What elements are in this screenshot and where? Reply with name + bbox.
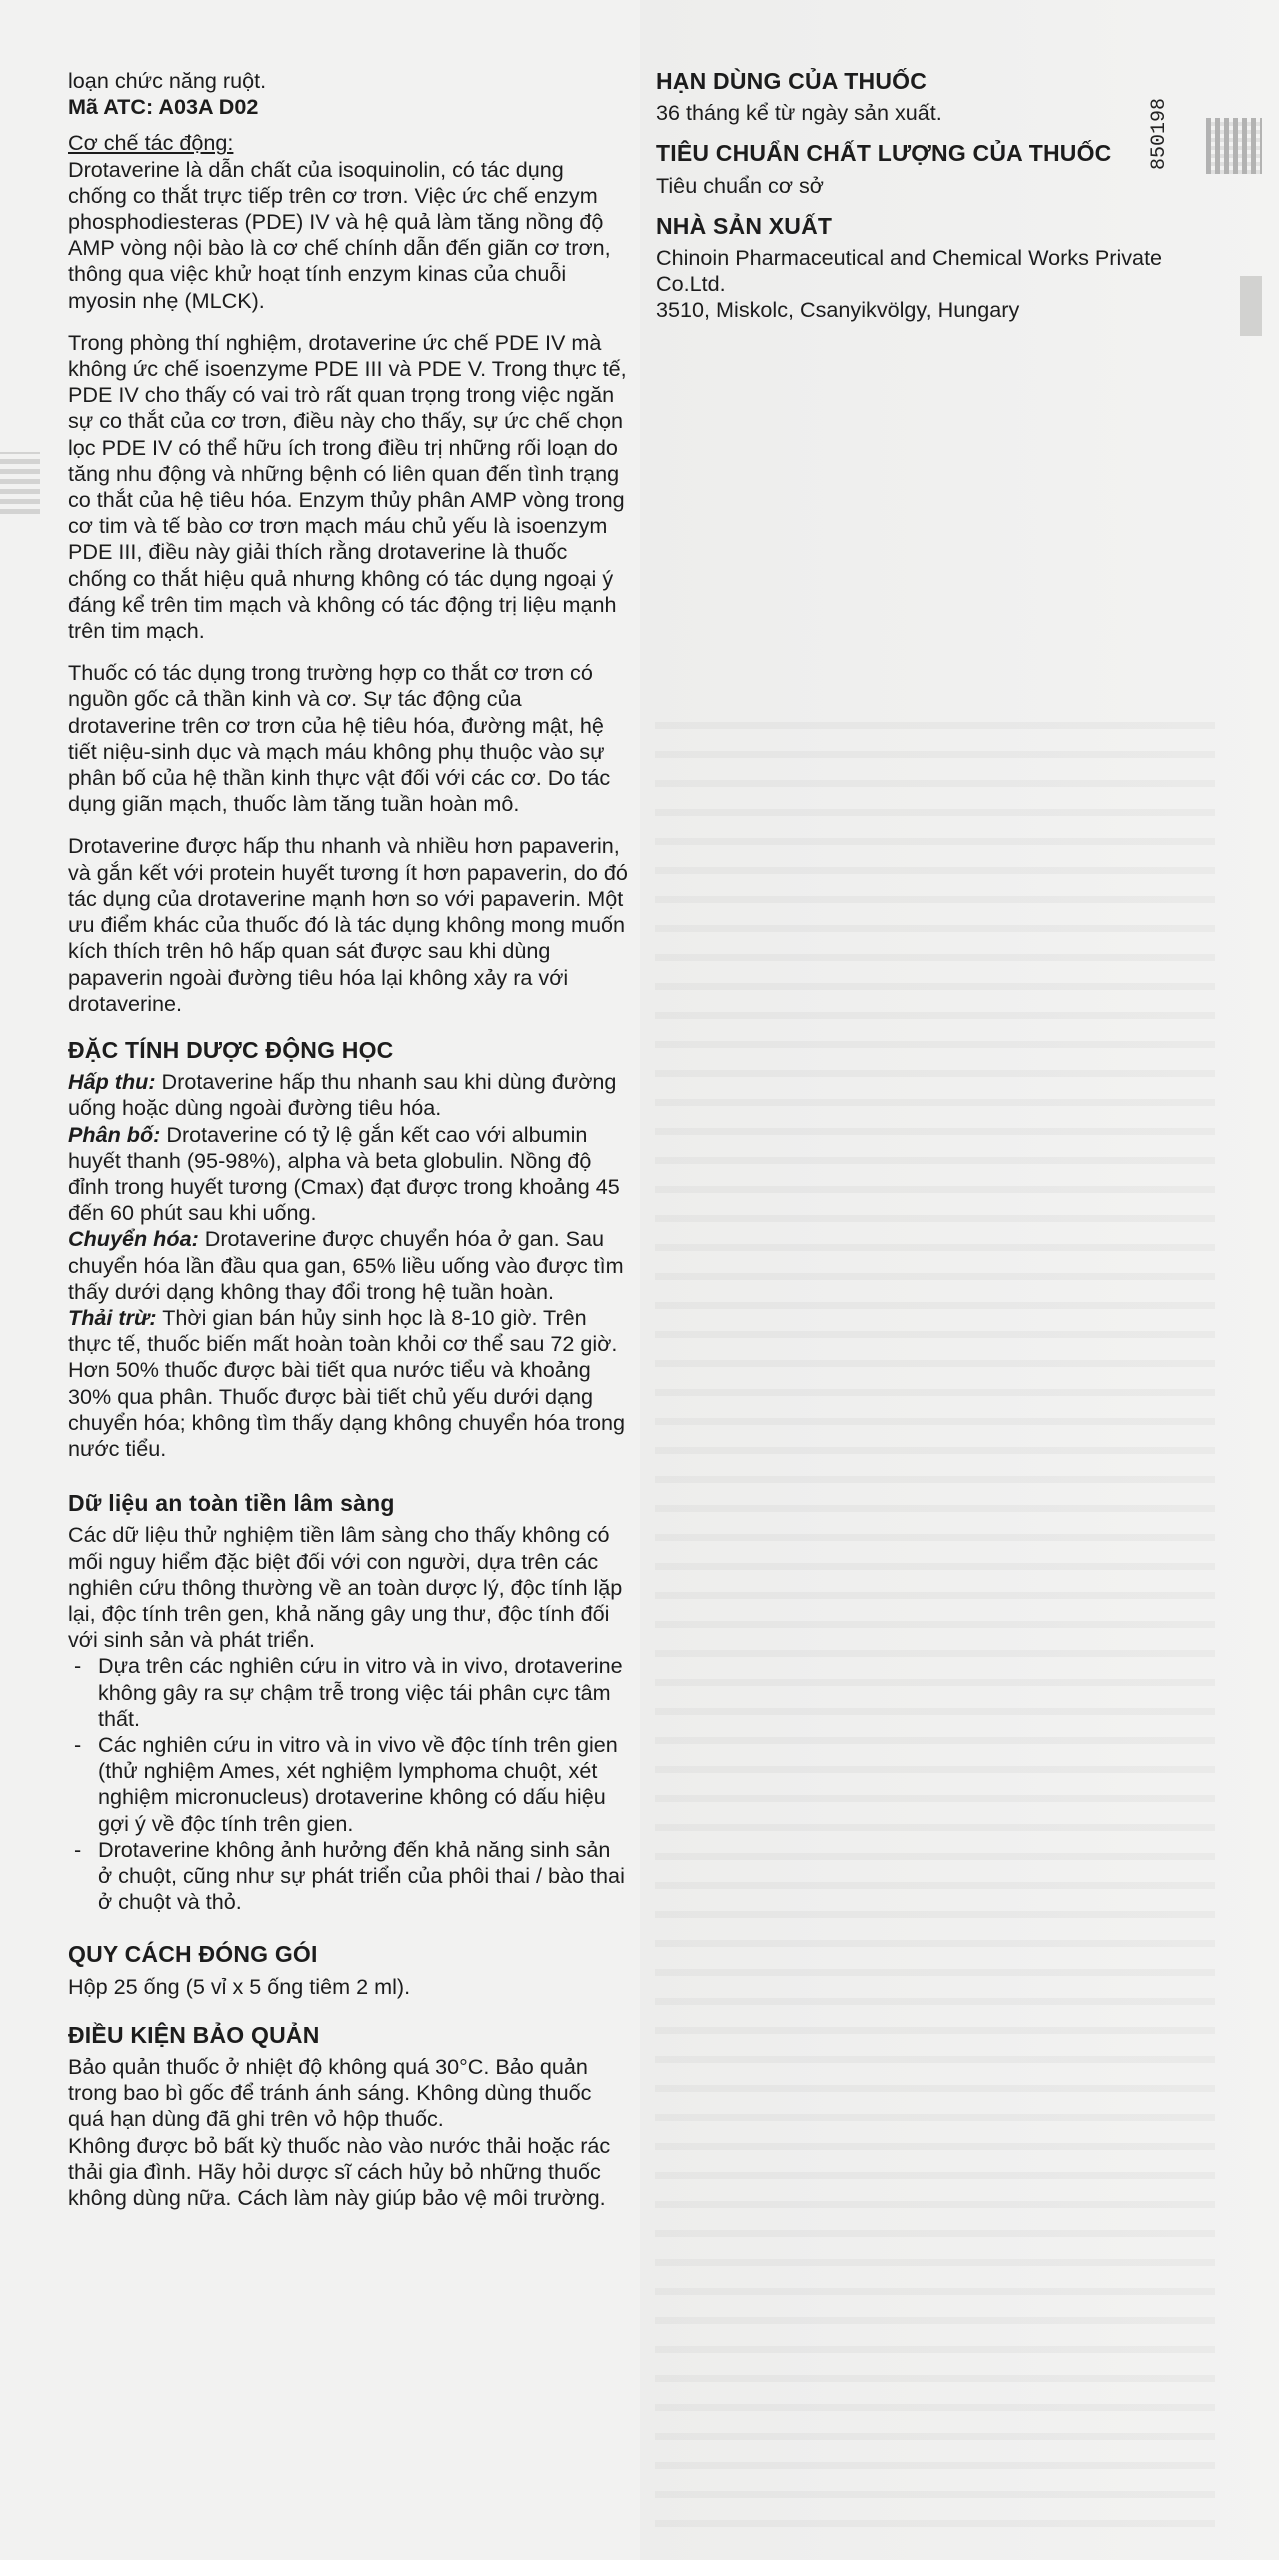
elimination-text: Thời gian bán hủy sinh học là 8-10 giờ. Trên thực tế, thuốc biến mất hoàn toàn khỏi cơ thể sau 72 giờ. Hơn 50% thuốc được bài tiết qua nước tiểu và khoảng 30% qua phân. Thuốc được bài tiết chủ yếu dưới dạng chuyển hóa; không tìm thấy dạng không chuyển hóa trong nước tiểu. [68, 1304, 626, 1461]
right-column [656, 68, 1216, 324]
storage-title: ĐIỀU KIỆN BẢO QUẢN [68, 2021, 320, 2048]
left-column [68, 68, 628, 2211]
quality-text: Tiêu chuẩn cơ sở [656, 172, 824, 198]
preclinical-text: Các dữ liệu thử nghiệm tiền lâm sàng cho thấy không có mối nguy hiểm đặc biệt đối với con người, dựa trên các nghiên cứu thông thường về an toàn dược lý, độc tính lặp lại, độc tính trên gen, khả năng gây ung thư, độc tính đối với sinh sản và phát triển. [68, 1522, 623, 1653]
manufacturer-name: Chinoin Pharmaceutical and Chemical Works Private Co.Ltd. [656, 245, 1163, 297]
quality-title: TIÊU CHUẨN CHẤT LƯỢNG CỦA THUỐC [656, 140, 1112, 167]
manufacturer-title: NHÀ SẢN XUẤT [656, 212, 833, 239]
edge-barcode [0, 452, 40, 514]
mechanism-paragraph-2: Trong phòng thí nghiệm, drotaverine ức chế PDE IV mà không ức chế isoenzyme PDE III và PDE V. Trong thực tế, PDE IV cho thấy có vai trò rất quan trọng trong việc ngăn sự co thắt của cơ trơn, điều này cho thấy, sự ức chế chọn lọc PDE IV có thể hữu ích trong điều trị những rối loạn do tăng nhu động và những bệnh có liên quan đến tình trạng co thắt của hệ tiêu hóa. Enzym thủy phân AMP vòng trong cơ tim và tế bào cơ trơn mạch máu chủ yếu là isoenzym PDE III, điều này giải thích rằng drotaverine là thuốc chống co thắt hiệu quả nhưng không có tác dụng ngoại ý đáng kể trên tim mạch và không có tác động trị liệu mạnh trên tim mạch. [68, 329, 627, 644]
absorption [68, 1069, 628, 1121]
packaging-text: Hộp 25 ống (5 vỉ x 5 ống tiêm 2 ml). [68, 1973, 411, 1999]
storage-text-1: Bảo quản thuốc ở nhiệt độ không quá 30°C. Bảo quản trong bao bì gốc để tránh ánh sáng. Không dùng thuốc quá hạn dùng đã ghi trên vỏ hộp thuốc. [68, 2054, 592, 2132]
storage-text-2: Không được bỏ bất kỳ thuốc nào vào nước thải hoặc rác thải gia đình. Hãy hỏi dược sĩ cách hủy bỏ những thuốc không dùng nữa. Cách làm này giúp bảo vệ môi trường. [68, 2132, 611, 2211]
distribution [68, 1122, 628, 1227]
metabolism [68, 1226, 628, 1305]
elimination [68, 1305, 628, 1462]
print-code: 850198 [1148, 97, 1171, 170]
edge-tab [1240, 276, 1262, 336]
distribution-label: Phân bố: [68, 1121, 161, 1147]
mechanism-paragraph-3: Thuốc có tác dụng trong trường hợp co thắt cơ trơn có nguồn gốc cả thần kinh và cơ. Sự tác động của drotaverine trên cơ trơn của hệ tiêu hóa, đường mật, hệ tiết niệu-sinh dục và mạch máu không phụ thuộc vào sự phân bố của hệ thần kinh thực vật đối với các cơ. Do tác dụng giãn mạch, thuốc làm tăng tuần hoàn mô. [68, 660, 611, 817]
manufacturer-address: 3510, Miskolc, Csanyikvölgy, Hungary [656, 297, 1020, 323]
intro-text: loạn chức năng ruột. [68, 68, 267, 93]
mechanism-paragraph-4: Drotaverine được hấp thu nhanh và nhiều hơn papaverin, và gắn kết với protein huyết tương ít hơn papaverin, do đó tác dụng của drotaverine mạnh hơn so với papaverin. Một ưu điểm khác của thuốc đó là tác dụng không mong muốn kích thích trên hô hấp quan sát được sau khi dùng papaverin ngoài đường tiêu hóa lại không xảy ra với drotaverine. [68, 833, 628, 1016]
packaging-title: QUY CÁCH ĐÓNG GÓI [68, 1941, 318, 1968]
metabolism-text: Drotaverine được chuyển hóa ở gan. Sau chuyển hóa lần đầu qua gan, 65% liều uống vào được tìm thấy dưới dạng không thay đổi trong hệ tuần hoàn. [68, 1226, 624, 1304]
absorption-text: Drotaverine hấp thu nhanh sau khi dùng đường uống hoặc dùng ngoài đường tiêu hóa. [68, 1069, 617, 1121]
bleed-through-text [655, 700, 1215, 2540]
expiry-title: HẠN DÙNG CỦA THUỐC [656, 68, 928, 94]
list-item: - Các nghiên cứu in vitro và in vivo về độc tính trên gien (thử nghiệm Ames, xét nghiệm lymphoma chuột, xét nghiệm micronucleus) drotaverine không có dấu hiệu gợi ý về độc tính trên gien. [68, 1732, 628, 1837]
atc-code: Mã ATC: A03A D02 [68, 94, 259, 120]
elimination-label: Thải trừ: [68, 1304, 157, 1330]
preclinical-list [68, 1653, 628, 1915]
absorption-label: Hấp thu: [68, 1069, 156, 1095]
distribution-text: Drotaverine có tỷ lệ gắn kết cao với albumin huyết thanh (95-98%), alpha và beta globulin. Nồng độ đỉnh trong huyết tương (Cmax) đạt được trong khoảng 45 đến 60 phút sau khi uống. [68, 1121, 620, 1226]
metabolism-label: Chuyển hóa: [68, 1226, 199, 1252]
pk-title: ĐẶC TÍNH DƯỢC ĐỘNG HỌC [68, 1036, 394, 1063]
list-item: - Dựa trên các nghiên cứu in vitro và in vivo, drotaverine không gây ra sự chậm trễ trong việc tái phân cực tâm thất. [68, 1653, 628, 1732]
list-item: - Drotaverine không ảnh hưởng đến khả năng sinh sản ở chuột, cũng như sự phát triển của phôi thai / bào thai ở chuột và thỏ. [68, 1837, 628, 1916]
expiry-text: 36 tháng kể từ ngày sản xuất. [656, 100, 942, 126]
mechanism-title: Cơ chế tác động: [68, 130, 234, 156]
preclinical-title: Dữ liệu an toàn tiền lâm sàng [68, 1490, 395, 1517]
mechanism-paragraph-1: Drotaverine là dẫn chất của isoquinolin, có tác dụng chống co thắt trực tiếp trên cơ trơn. Việc ức chế enzym phosphodiesteras (PDE) IV và hệ quả làm tăng nồng độ AMP vòng nội bào là cơ chế chính dẫn đến giãn cơ trơn, thông qua việc khử hoạt tính enzym kinas của chuỗi myosin nhẹ (MLCK). [68, 156, 611, 313]
